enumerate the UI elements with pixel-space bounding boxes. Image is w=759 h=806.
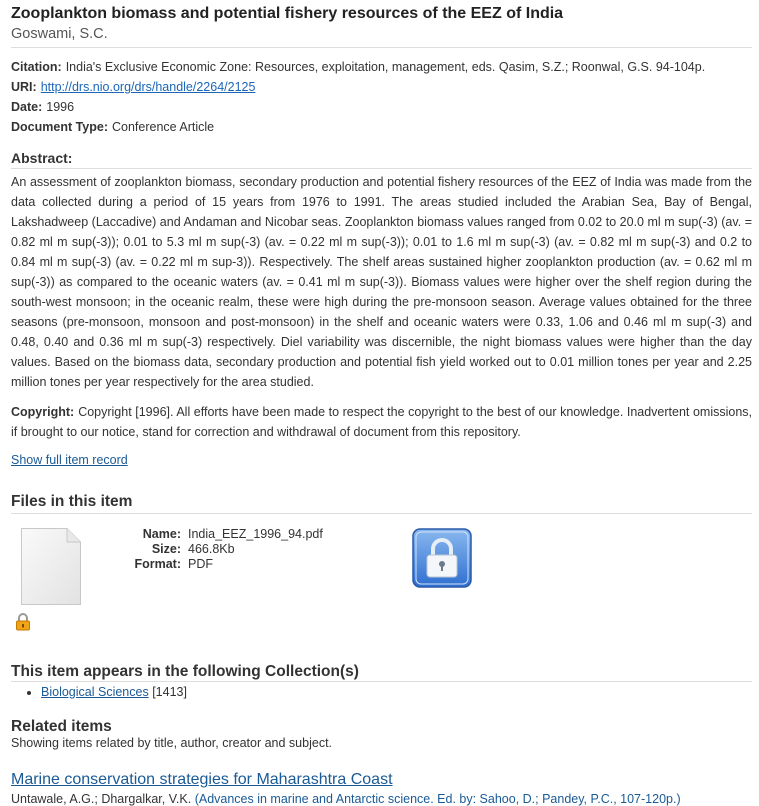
related-item-authors: Untawale, A.G.; Dhargalkar, V.K. (11, 792, 192, 806)
abstract-divider (11, 168, 752, 169)
file-properties (100, 527, 323, 572)
show-full-record-link[interactable]: Show full item record (11, 453, 128, 467)
document-type-row (11, 120, 214, 134)
collections-list (11, 685, 187, 699)
related-item-source: (Advances in marine and Antarctic science. Ed. by: Sahoo, D.; Pandey, P.C., 107-120p.) (194, 792, 681, 806)
document-type-value: Conference Article (112, 120, 215, 134)
related-item-meta (11, 792, 681, 806)
file-name-row (100, 527, 323, 542)
related-item-title-link[interactable]: Marine conservation strategies for Maharashtra Coast (11, 771, 393, 788)
abstract-text: An assessment of zooplankton biomass, secondary production and potential fishery resources of the EEZ of India was made from the data collected during a period of 15 years from 1976 to 1991. The areas studied included the Arabian Sea, Bay of Bengal, Lakshadweep (Laccadive) and Andaman and Nicobar seas. Zooplankton biomass values ranged from 0.02 to 20.0 ml m sup(-3) (av. = 0.82 ml m sup(-3)); 0.01 to 5.3 ml m sup(-3) (av. = 0.22 ml m sup(-3)); 0.01 to 1.6 ml m sup(-3) (av. = 0.82 ml m sup(-3) and 0.2 to 0.84 ml m sup(-3) (av. = 0.22 ml m sup-3)). Respectively. The shelf areas sustained higher zooplankton production (av. = 0.62 ml m sup(-3)) as compared to the oceanic waters (av. = 0.41 ml m sup(-3)). Biomass values were higher over the shelf region during the south-west monsoon; in the oceanic realm, these were high during the pre-monsoon season. Average values obtained for the three seasons (pre-monsoon, monsoon and post-monsoon) in the shelf and oceanic waters were 0.33, 1.06 and 0.46 ml m sup(-3) and 0.48, 0.40 and 0.36 ml m sup(-3) respectively. Diel variability was discernible, the night biomass values were higher than the day values. Based on the biomass data, secondary production and potential fish yield worked out to 0.01 million tones per year and 2.25 million tones per year respectively for the area studied. (11, 175, 752, 389)
uri-label: URI: (11, 80, 37, 94)
abstract-heading: Abstract: (11, 150, 73, 166)
date-row (11, 100, 74, 114)
document-type-label: Document Type: (11, 120, 108, 134)
item-author: Goswami, S.C. (11, 26, 108, 42)
file-name-value: India_EEZ_1996_94.pdf (188, 527, 323, 541)
collection-link[interactable]: Biological Sciences (41, 685, 149, 699)
file-size-row (100, 542, 323, 557)
collection-count: [1413] (152, 685, 187, 699)
related-subtitle: Showing items related by title, author, creator and subject. (11, 736, 333, 750)
item-title: Zooplankton biomass and potential fishery resources of the EEZ of India (11, 5, 564, 22)
file-size-label: Size: (151, 542, 181, 556)
file-format-label: Format: (134, 557, 181, 571)
file-name-label: Name: (142, 527, 181, 541)
title-divider (11, 47, 752, 48)
file-format-row (100, 557, 323, 572)
citation-value: India's Exclusive Economic Zone: Resources, exploitation, management, eds. Qasim, S.Z.; Roonwal, G.S. 94-104p. (65, 60, 706, 74)
files-divider (11, 513, 752, 514)
files-heading: Files in this item (11, 493, 133, 510)
lock-access-icon[interactable] (412, 528, 472, 588)
document-thumbnail-icon[interactable] (21, 528, 81, 605)
collections-divider (11, 681, 752, 682)
padlock-icon (15, 613, 31, 631)
related-heading: Related items (11, 718, 112, 735)
copyright-block (11, 402, 752, 442)
collection-item (41, 685, 187, 699)
copyright-label: Copyright: (11, 405, 75, 419)
citation-row (11, 60, 705, 74)
copyright-text: Copyright [1996]. All efforts have been made to respect the copyright to the best of our knowledge. Inadvertent omissions, if brought to our notice, stand for correction and withdrawal of document from this repository. (11, 405, 752, 439)
date-value: 1996 (46, 100, 75, 114)
uri-link[interactable]: http://drs.nio.org/drs/handle/2264/2125 (40, 80, 256, 94)
collections-heading: This item appears in the following Collection(s) (11, 663, 359, 680)
citation-label: Citation: (11, 60, 62, 74)
date-label: Date: (11, 100, 43, 114)
file-size-value: 466.8Kb (188, 542, 235, 556)
uri-row (11, 80, 255, 94)
file-format-value: PDF (188, 557, 213, 571)
